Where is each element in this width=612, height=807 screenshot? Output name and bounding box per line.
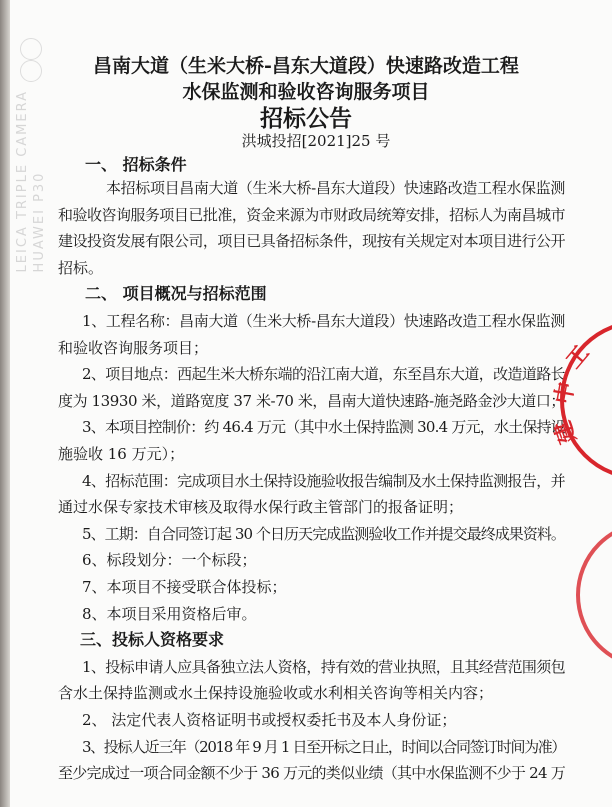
paragraph-line: 3、投标人近三年（2018 年 9 月 1 日至开标之日止，时间以合同签订时间为准） xyxy=(82,737,565,756)
watermark-line2: LEICA TRIPLE CAMERA xyxy=(15,90,30,273)
paragraph-line: 通过水保专家技术审核及取得水保行政主管部门的报备证明； xyxy=(58,498,464,517)
paragraph-line: 至少完成过一项合同金额不少于 36 万元的类似业绩（其中水保监测不少于 24 万 xyxy=(58,764,566,783)
official-seal-partial xyxy=(575,515,612,675)
paragraph-line: 本招标项目昌南大道（生米大桥-昌东大道段）快速路改造工程水保监测 xyxy=(106,179,565,197)
seal-char: 建 xyxy=(549,417,582,447)
paragraph-line: 7、本项目不接受联合体投标； xyxy=(82,578,287,596)
paragraph-line: 2、 法定代表人资格证明书或授权委托书及本人身份证； xyxy=(82,711,457,729)
doc-number: 洪城投招[2021]25 号 xyxy=(241,132,391,150)
paragraph-line: 2、项目地点：西起生米大桥东端的沿江南大道，东至昌东大道，改造道路长 xyxy=(82,365,565,384)
paragraph-line: 8、本项目采用资格后审。 xyxy=(82,604,257,623)
section-heading: 一、 招标条件 xyxy=(85,155,187,174)
page-title: 招标公告 xyxy=(260,105,352,132)
paragraph-line: 施验收 16 万元）； xyxy=(58,445,185,463)
paragraph-line: 和验收咨询服务项目已批准，资金来源为市财政局统筹安排，招标人为南昌城市 xyxy=(58,205,565,224)
paragraph-line: 5、工期：自合同签订起 30 个日历天完成监测验收工作并提交最终成果资料。 xyxy=(82,524,565,543)
seal-ring xyxy=(578,523,612,667)
paragraph-line: 度为 13930 米，道路宽度 37 米-70 米，昌南大道快速路-施尧路金沙大道口； xyxy=(58,391,565,410)
paragraph-line: 和验收咨询服务项目； xyxy=(58,338,209,357)
paragraph-line: 1、投标申请人应具备独立法人资格，持有效的营业执照，且其经营范围须包 xyxy=(82,657,565,676)
paragraph-line: 1、工程名称：昌南大道（生米大桥-昌东大道段）快速路改造工程水保监测 xyxy=(82,312,565,330)
paragraph-line: 3、本项目控制价：约 46.4 万元（其中水土保持监测 30.4 万元，水土保持设 xyxy=(82,418,565,437)
official-seal xyxy=(540,300,612,500)
paragraph-line: 6、标段划分：一个标段； xyxy=(82,551,257,570)
watermark-line1: HUAWEI P30 xyxy=(32,171,47,273)
title-line1: 昌南大道（生米大桥-昌东大道段）快速路改造工程 xyxy=(93,55,519,77)
paragraph-line: 建设投资发展有限公司，项目已具备招标条件，现按有关规定对本项目进行公开 xyxy=(58,232,565,251)
section-heading: 三、投标人资格要求 xyxy=(80,630,225,650)
seal-char: 中 xyxy=(550,379,580,407)
title-line2: 水保监测和验收咨询服务项目 xyxy=(182,81,430,103)
section-heading: 二、 项目概况与招标范围 xyxy=(85,284,267,304)
paragraph-line: 招标。 xyxy=(58,258,104,277)
paragraph-line: 4、招标范围：完成项目水土保持设施验收报告编制及水土保持监测报告，并 xyxy=(82,471,565,490)
seal-char: 工 xyxy=(560,340,595,374)
paragraph-line: 含水土保持监测或水土保持设施验收或水利相关咨询等相关内容； xyxy=(58,684,494,703)
